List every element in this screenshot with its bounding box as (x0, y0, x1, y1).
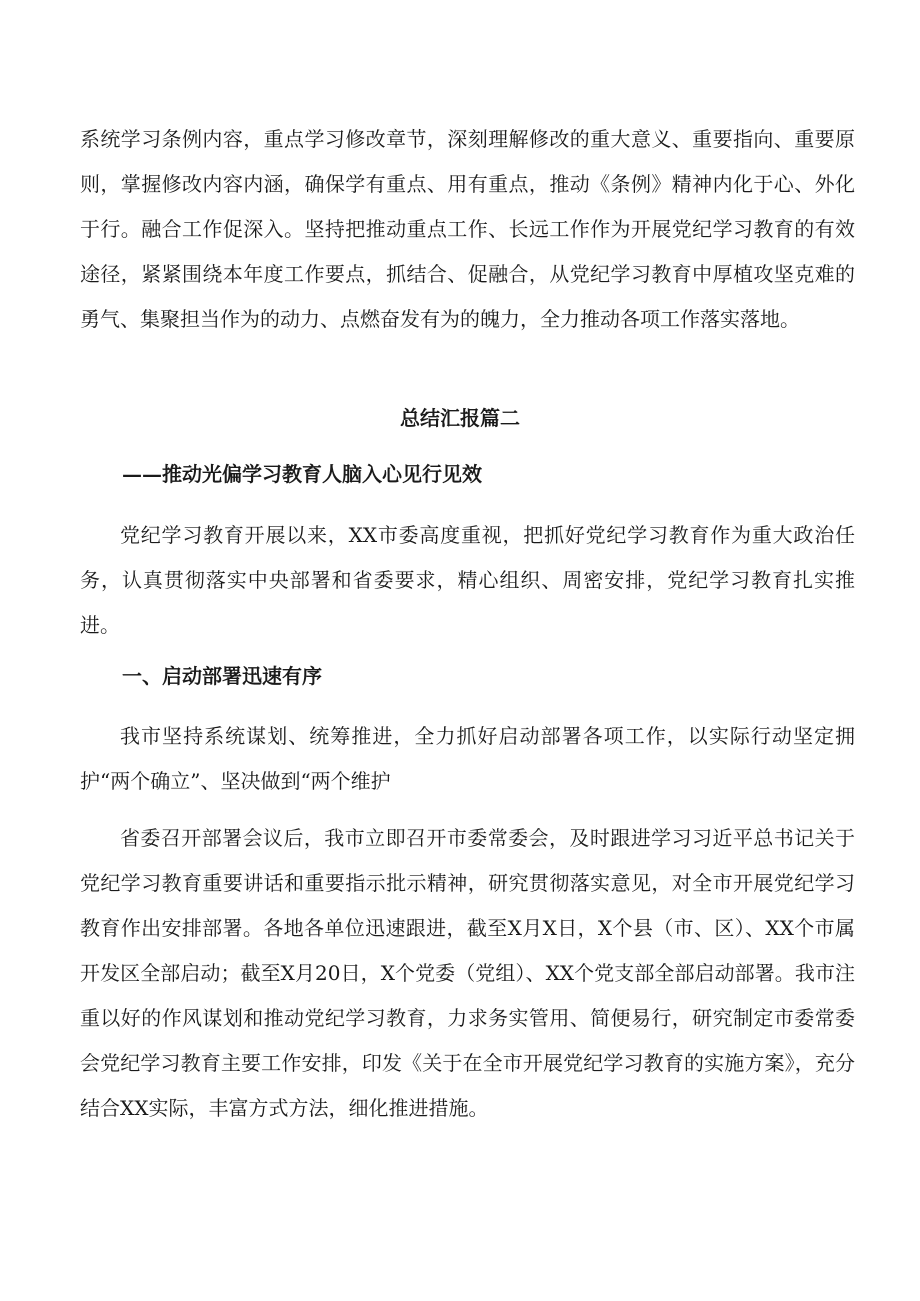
heading-deployment: 一、启动部署迅速有序 (122, 664, 322, 688)
section-subtitle: ——推动光偏学习教育人脑入心见行见效 (122, 462, 482, 486)
paragraph-intro: 系统学习条例内容，重点学习修改章节，深刻理解修改的重大意义、重要指向、重要原则，掌握修改内容内涵，确保学有重点、用有重点，推动《条例》精神内化于心、外化于行。融合工作促深入。坚持把推动重点工作、长远工作作为开展党纪学习教育的有效途径，紧紧围绕本年度工作要点，抓结合、促融合，从党纪学习教育中厚植攻坚克难的勇气、集聚担当作为的动力、点燃奋发有为的魄力，全力推动各项工作落实落地。 (80, 127, 855, 331)
section-title: 总结汇报篇二 (400, 406, 520, 430)
paragraph-planning: 我市坚持系统谋划、统筹推进，全力抓好启动部署各项工作，以实际行动坚定拥护“两个确立”、坚决做到“两个维护 (80, 724, 855, 793)
paragraph-details: 省委召开部署会议后，我市立即召开市委常委会，及时跟进学习习近平总书记关于党纪学习教育重要讲话和重要指示批示精神，研究贯彻落实意见，对全市开展党纪学习教育作出安排部署。各地各单位迅速跟进，截至X月X日，X个县（市、区）、XX个市属开发区全部启动；截至X月20日，X个党委（党组）、XX个党支部全部启动部署。我市注重以好的作风谋划和推动党纪学习教育，力求务实管用、简便易行，研究制定市委常委会党纪学习教育主要工作安排，印发《关于在全市开展党纪学习教育的实施方案》，充分结合XX实际，丰富方式方法，细化推进措施。 (80, 826, 855, 1120)
paragraph-overview: 党纪学习教育开展以来，XX市委高度重视，把抓好党纪学习教育作为重大政治任务，认真贯彻落实中央部署和省委要求，精心组织、周密安排，党纪学习教育扎实推进。 (80, 523, 855, 637)
